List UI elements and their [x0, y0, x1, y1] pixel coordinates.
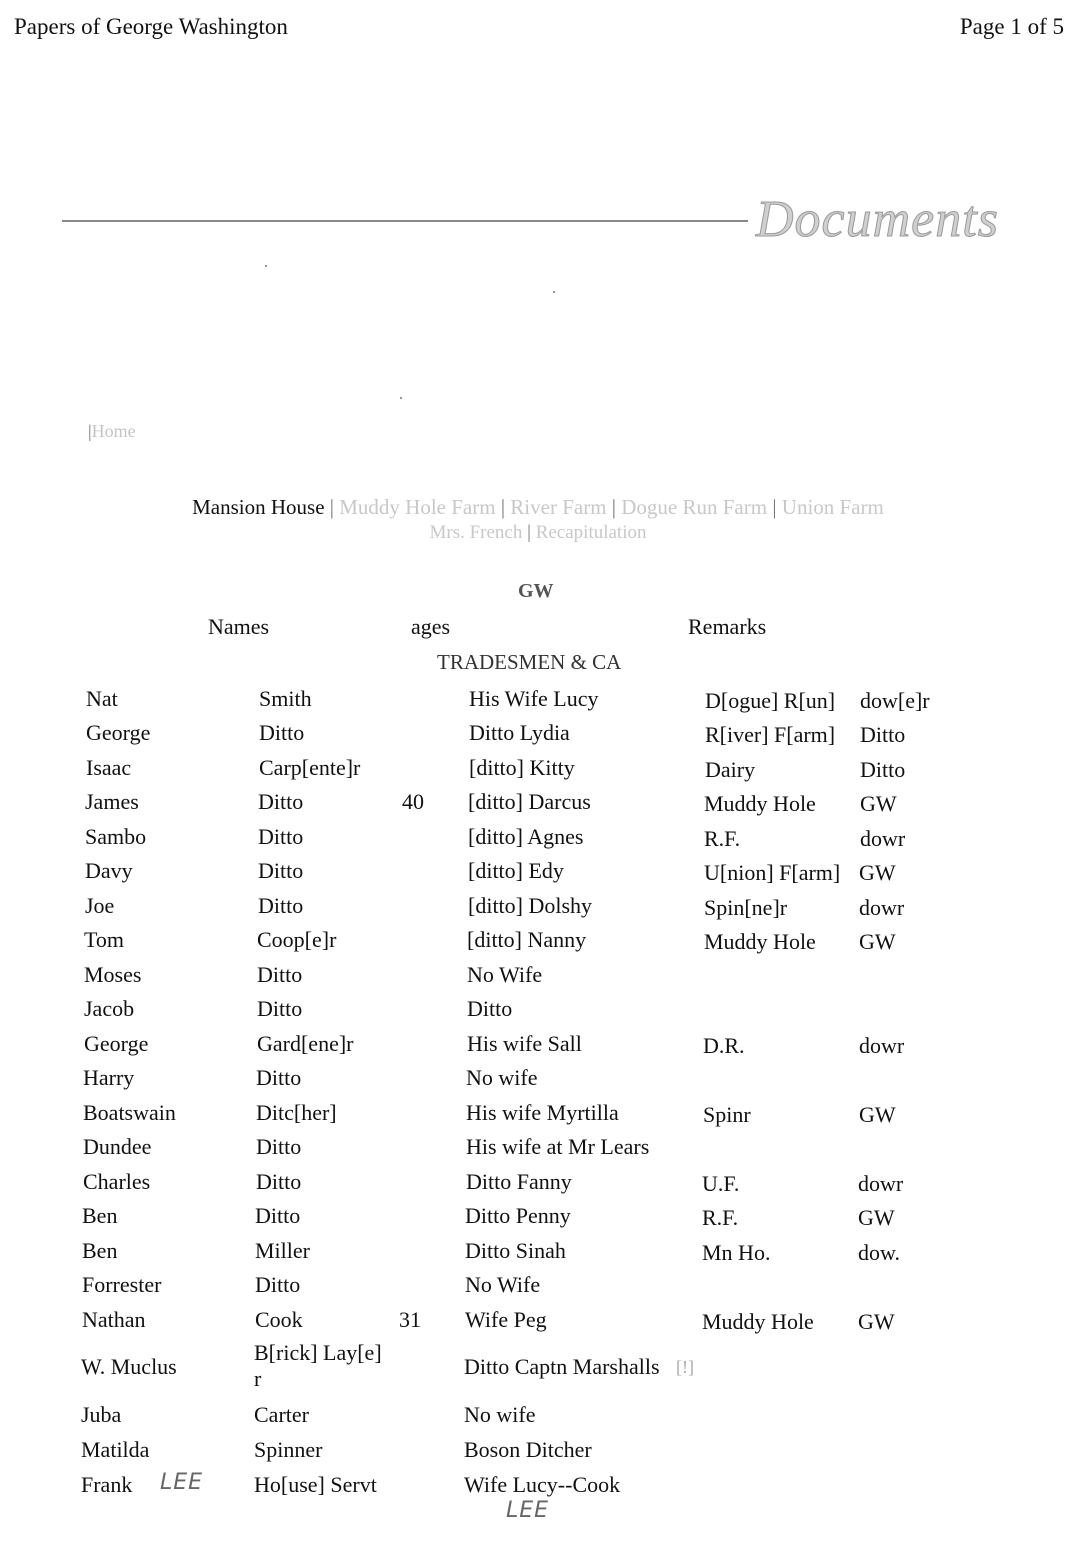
cell-trade: Coop[e]r — [257, 927, 337, 952]
cell-trade: Carter — [254, 1402, 309, 1427]
cell-trade: B[rick] Lay[e] r — [254, 1340, 382, 1391]
cell-owner: dow. — [858, 1240, 900, 1265]
section-heading: TRADESMEN & CA — [437, 650, 622, 674]
cell-name: George — [86, 720, 151, 745]
cell-name: Joe — [85, 893, 115, 918]
cell-name: Boatswain — [83, 1100, 176, 1125]
cell-age: 40 — [402, 789, 424, 814]
cell-wife: No Wife — [465, 1272, 541, 1297]
cell-place: R[iver] F[arm] — [705, 722, 836, 747]
cell-wife: His Wife Lucy — [469, 686, 599, 711]
cell-trade: Ditto — [256, 1169, 302, 1194]
cell-trade: Ditto — [256, 1134, 302, 1159]
cell-owner: GW — [860, 791, 897, 816]
cell-wife: [ditto] Edy — [468, 858, 564, 883]
cell-name: Dundee — [83, 1134, 152, 1159]
cell-trade: Ditto — [259, 720, 305, 745]
nav-separator: | — [611, 495, 616, 519]
cell-wife: Boson Ditcher — [464, 1437, 592, 1462]
cell-place: Muddy Hole — [704, 929, 816, 954]
cell-owner: dowr — [858, 1171, 904, 1196]
scan-speck — [553, 291, 555, 293]
cell-trade: Ditto — [257, 996, 303, 1021]
nav-link-mrs-french[interactable]: Mrs. French — [429, 522, 523, 543]
cell-name: W. Muclus — [81, 1354, 177, 1379]
cell-owner: GW — [859, 929, 896, 954]
nav-link-muddy-hole-farm[interactable]: Muddy Hole Farm — [339, 495, 496, 519]
cell-trade: Ditto — [258, 789, 304, 814]
cell-owner: Ditto — [860, 757, 906, 782]
cell-place: Muddy Hole — [704, 791, 816, 816]
cell-place: Spinr — [703, 1102, 751, 1127]
nav-separator: | — [500, 495, 506, 519]
illegible-mark: [!] — [676, 1357, 694, 1377]
cell-wife: Ditto Penny — [465, 1203, 571, 1228]
cell-name: Sambo — [85, 824, 147, 849]
column-header-remarks: Remarks — [688, 614, 767, 639]
nav-link-river-farm[interactable]: River Farm — [510, 495, 607, 519]
cell-name: Harry — [83, 1065, 135, 1090]
cell-wife: [ditto] Kitty — [469, 755, 575, 780]
cell-trade: Ditto — [258, 858, 304, 883]
cell-trade: Ditc[her] — [256, 1100, 337, 1125]
scan-speck — [400, 397, 402, 399]
cell-wife: His wife Myrtilla — [466, 1100, 619, 1125]
cell-trade: Ho[use] Servt — [254, 1472, 377, 1497]
cell-name: Matilda — [81, 1437, 150, 1462]
banner-documents-heading: Documents — [756, 191, 999, 248]
cell-trade: Ditto — [255, 1272, 301, 1297]
nav-link-recapitulation[interactable]: Recapitulation — [535, 522, 647, 543]
cell-trade: Miller — [255, 1238, 310, 1263]
cell-owner: GW — [858, 1205, 895, 1230]
cell-place: D[ogue] R[un] — [705, 688, 836, 713]
cell-wife: No Wife — [467, 962, 543, 987]
cell-name: George — [84, 1031, 149, 1056]
cell-place: R.F. — [704, 826, 741, 851]
handwritten-note: LEE — [506, 1498, 550, 1523]
nav-separator: | — [329, 495, 334, 519]
cell-trade: Smith — [259, 686, 312, 711]
nav-link-union-farm[interactable]: Union Farm — [781, 495, 884, 519]
nav-separator: | — [772, 495, 777, 519]
cell-trade: Ditto — [258, 893, 304, 918]
cell-trade: Spinner — [254, 1437, 323, 1462]
cell-name: Charles — [83, 1169, 151, 1194]
cell-wife: [ditto] Agnes — [468, 824, 584, 849]
farm-nav-second-line — [0, 522, 1076, 544]
nav-mansion-house: Mansion House — [192, 495, 325, 519]
cell-name: Ben — [82, 1203, 118, 1228]
page-number: Page 1 of 5 — [959, 14, 1064, 39]
cell-name: Tom — [84, 927, 125, 952]
cell-trade: Ditto — [257, 962, 303, 987]
cell-owner: GW — [859, 1102, 896, 1127]
cell-place: Dairy — [705, 757, 756, 782]
cell-owner: dowr — [860, 826, 906, 851]
cell-trade: Cook — [255, 1307, 303, 1332]
cell-name: Davy — [85, 858, 133, 883]
cell-wife: Wife Lucy--Cook — [464, 1472, 621, 1497]
cell-name: Forrester — [82, 1272, 162, 1297]
cell-place: D.R. — [703, 1033, 745, 1058]
cell-place: U[nion] F[arm] — [704, 860, 841, 885]
cell-name: Ben — [82, 1238, 118, 1263]
scan-speck — [265, 265, 267, 267]
cell-name: James — [85, 789, 139, 814]
cell-name: Nathan — [82, 1307, 146, 1332]
cell-owner: GW — [859, 860, 896, 885]
cell-owner: GW — [858, 1309, 895, 1334]
cell-name: Juba — [81, 1402, 122, 1427]
cell-owner: dowr — [859, 895, 905, 920]
farm-nav — [0, 494, 1076, 520]
cell-name: Moses — [84, 962, 142, 987]
home-link-label: Home — [91, 421, 136, 441]
cell-place: U.F. — [702, 1171, 740, 1196]
nav-link-dogue-run-farm[interactable]: Dogue Run Farm — [621, 495, 768, 519]
document-title: Papers of George Washington — [14, 14, 288, 39]
cell-age: 31 — [399, 1307, 421, 1332]
handwritten-note: LEE — [160, 1470, 204, 1495]
cell-name: Frank — [81, 1472, 133, 1497]
cell-owner: Ditto — [860, 722, 906, 747]
cell-owner: dow[e]r — [860, 688, 930, 713]
banner-rule — [62, 220, 748, 222]
cell-owner: dowr — [859, 1033, 905, 1058]
cell-name: Isaac — [86, 755, 132, 780]
home-link[interactable] — [88, 421, 136, 442]
cell-wife: Ditto Captn Marshalls — [464, 1354, 660, 1379]
cell-name: Jacob — [84, 996, 135, 1021]
cell-wife: No wife — [464, 1402, 536, 1427]
cell-place: Spin[ne]r — [704, 895, 788, 920]
cell-trade: Ditto — [256, 1065, 302, 1090]
cell-place: Mn Ho. — [702, 1240, 771, 1265]
cell-wife: Ditto Sinah — [465, 1238, 566, 1263]
cell-place: Muddy Hole — [702, 1309, 814, 1334]
cell-wife: Ditto Fanny — [466, 1169, 572, 1194]
cell-wife: Wife Peg — [465, 1307, 547, 1332]
cell-wife: [ditto] Darcus — [468, 789, 591, 814]
cell-name: Nat — [86, 686, 118, 711]
nav-separator: | — [527, 522, 531, 543]
cell-trade: Ditto — [258, 824, 304, 849]
cell-wife: Ditto — [467, 996, 513, 1021]
cell-place: R.F. — [702, 1205, 739, 1230]
cell-wife: [ditto] Nanny — [467, 927, 587, 952]
column-header-names: Names — [208, 614, 270, 639]
cell-wife: His wife at Mr Lears — [466, 1134, 650, 1159]
gw-heading: GW — [518, 580, 554, 602]
cell-wife: His wife Sall — [467, 1031, 582, 1056]
cell-trade: Carp[ente]r — [259, 755, 361, 780]
cell-wife: No wife — [466, 1065, 538, 1090]
cell-wife: Ditto Lydia — [469, 720, 570, 745]
column-header-ages: ages — [411, 614, 451, 639]
cell-trade: Gard[ene]r — [257, 1031, 354, 1056]
cell-wife: [ditto] Dolshy — [468, 893, 593, 918]
cell-trade: Ditto — [255, 1203, 301, 1228]
home-separator: | — [88, 421, 92, 441]
